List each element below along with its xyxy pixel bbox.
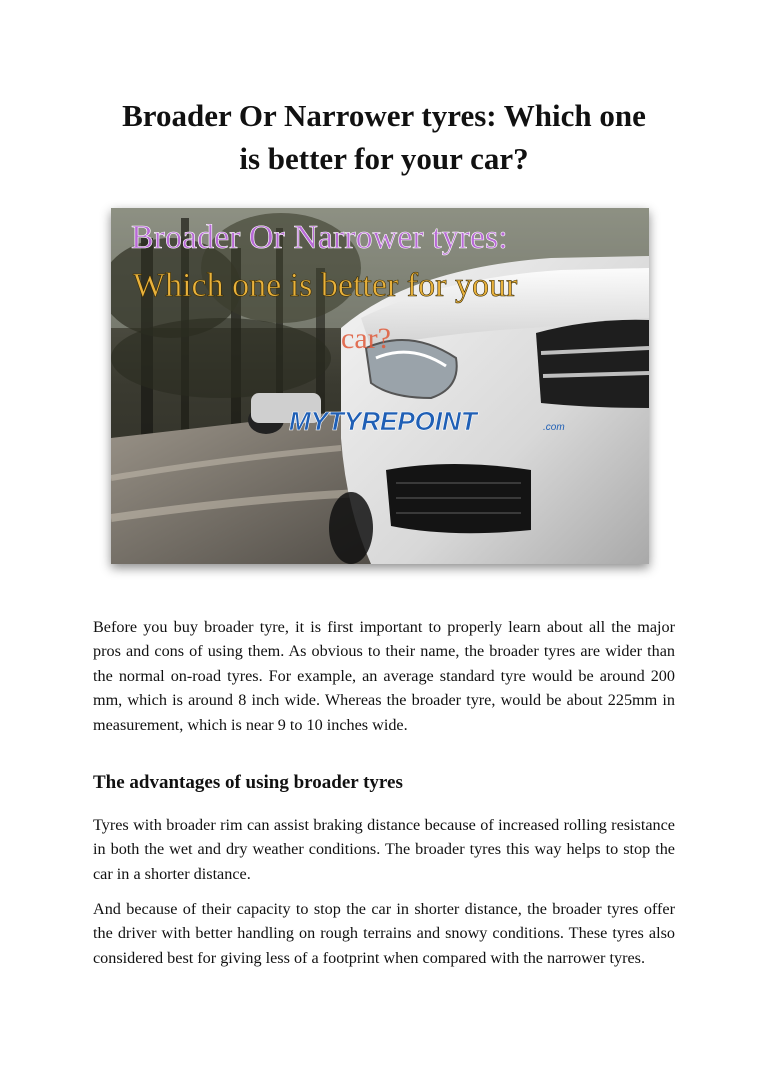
- hero-image-graphic: [111, 208, 649, 564]
- hero-logo: MYTYREPOINT: [289, 406, 477, 436]
- hero-overlay-line-3: car?: [341, 322, 391, 355]
- paragraph-handling: And because of their capacity to stop the car in shorter distance, the broader tyres offer the driver with better handling on rough terrains and snowy conditions. These tyres also considered best for giving less of a footprint when compared with the narrower tyres.: [93, 900, 675, 967]
- hero-image: [111, 208, 649, 564]
- hero-logo-suffix: .com: [543, 422, 565, 433]
- paragraph-intro: Before you buy broader tyre, it is first important to properly learn about all the major pros and cons of using them. As obvious to their name, the broader tyres are wider than the normal on-road tyres. For example, an average standard tyre would be around 200 mm, which is around 8 inch wide. Whereas the broader tyre, would be about 225mm in measurement, which is near 9 to 10 inches wide.: [93, 618, 675, 734]
- car-grille: [536, 320, 649, 408]
- title-line-1: Broader Or Narrower tyres: Which one: [122, 98, 646, 133]
- section-heading: The advantages of using broader tyres: [93, 772, 403, 793]
- document-title: [60, 94, 708, 180]
- title-line-2: is better for your car?: [239, 141, 529, 176]
- hero-overlay-line-2: Which one is better for your: [133, 267, 518, 304]
- hero-overlay-line-1: Broader Or Narrower tyres:: [131, 219, 508, 256]
- paragraph-braking: Tyres with broader rim can assist braking distance because of increased rolling resistance in both the wet and dry weather conditions. The broader tyres this way helps to stop the car in a shorter distance.: [93, 816, 675, 883]
